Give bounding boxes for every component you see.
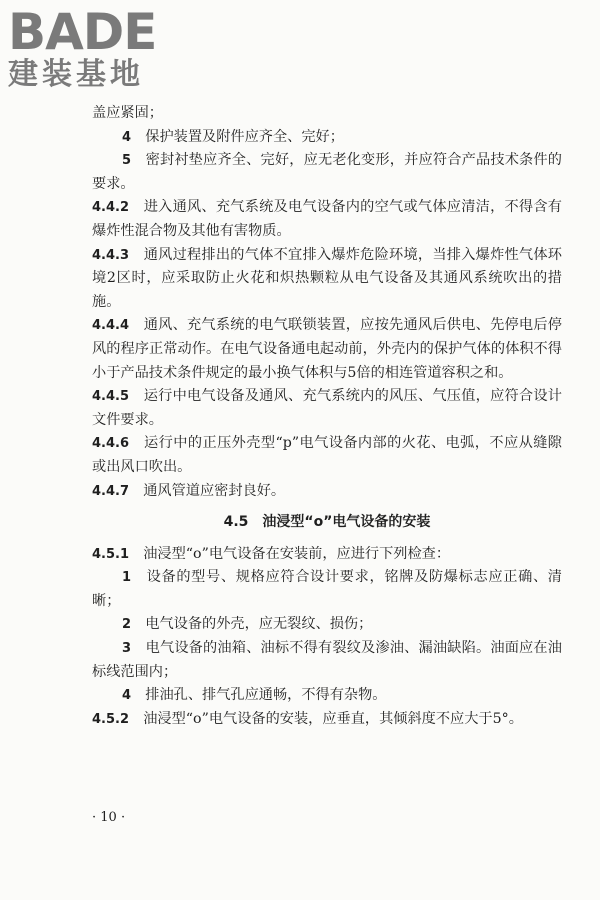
paragraph-text: 排油孔、排气孔应通畅，不得有杂物。 [145,687,387,704]
logo-wordmark: BADE [8,3,157,61]
paragraph [92,126,562,150]
page-number: · 10 · [92,810,126,825]
paragraph-text: 油浸型“o”电气设备的安装，应垂直，其倾斜度不应大于5°。 [143,710,523,727]
paragraph [92,432,562,479]
paragraph [92,637,562,684]
section-heading: 4.5 油浸型“o”电气设备的安装 [223,514,431,531]
logo-subtitle: 建装基地 [8,57,144,92]
paragraph-text: 密封衬垫应齐全、完好，应无老化变形，并应符合产品技术条件的要求。 [92,152,562,192]
clause-number: 4.5.1 [92,546,130,562]
paragraph-text: 通风管道应密封良好。 [143,482,286,499]
clause-number: 4.4.5 [92,389,130,405]
clause-number: 4.4.7 [92,483,130,499]
paragraph-group-4-5 [92,543,562,732]
clause-number: 4.4.3 [92,247,130,263]
paragraph [92,314,562,385]
paragraph-text: 通风、充气系统的电气联锁装置，应按先通风后供电、先停电后停风的程序正常动作。在电气设备通电起动前，外壳内的保护气体的体积不得小于产品技术条件规定的最小换气体积与5倍的相连管道容积之和。 [92,317,562,381]
clause-number: 2 [122,617,132,633]
paragraph [92,149,562,196]
paragraph-text: 设备的型号、规格应符合设计要求，铭牌及防爆标志应正确、清晰； [92,569,562,609]
clause-number: 4.4.2 [92,200,130,216]
logo [8,3,157,92]
paragraph-text: 电气设备的油箱、油标不得有裂纹及渗油、漏油缺陷。油面应在油标线范围内； [92,640,562,680]
clause-number: 1 [122,570,132,586]
paragraph-text: 运行中的正压外壳型“p”电气设备内部的火花、电弧，不应从缝隙或出风口吹出。 [92,435,562,475]
clause-number: 3 [122,641,132,657]
clause-number: 4 [122,688,132,704]
paragraph-text: 运行中电气设备及通风、充气系统内的风压、气压值，应符合设计文件要求。 [92,388,562,428]
document-body [92,102,562,731]
paragraph [92,102,562,126]
paragraph [92,480,562,504]
paragraph [92,613,562,637]
paragraph-text: 电气设备的外壳，应无裂纹、损伤； [145,616,373,633]
paragraph [92,385,562,432]
paragraph-text: 盖应紧固； [92,105,163,121]
paragraph [92,244,562,315]
clause-number: 4.4.6 [92,436,130,452]
clause-number: 4.4.4 [92,318,130,334]
paragraph [92,196,562,243]
paragraph [92,566,562,613]
clause-number: 4 [122,129,132,145]
paragraph [92,543,562,567]
paragraph-text: 进入通风、充气系统及电气设备内的空气或气体应清洁，不得含有爆炸性混合物及其他有害物质。 [92,199,562,239]
paragraph-text: 油浸型“o”电气设备在安装前，应进行下列检查： [143,545,451,562]
clause-number: 5 [122,153,132,169]
paragraph [92,708,562,732]
paragraph-text: 通风过程排出的气体不宜排入爆炸危险环境，当排入爆炸性气体环境2区时，应采取防止火花和炽热颗粒从电气设备及其通风系统吹出的措施。 [92,246,562,310]
paragraph-text: 保护装置及附件应齐全、完好； [145,128,344,145]
paragraph [92,684,562,708]
clause-number: 4.5.2 [92,711,130,727]
paragraph-group-4-4 [92,102,562,503]
